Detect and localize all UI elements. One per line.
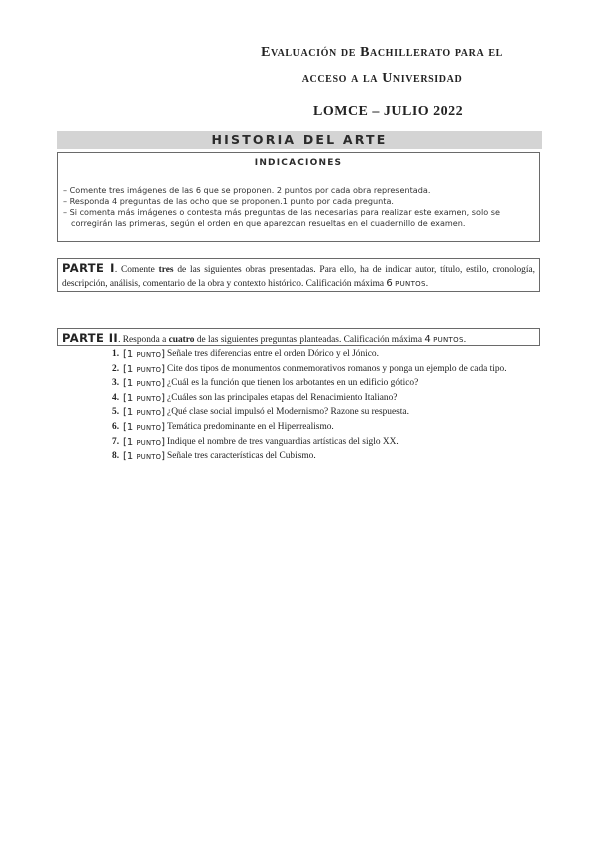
- exam-session-code: LOMCE – JULIO 2022: [313, 104, 464, 119]
- question-score: [1 PUNTO]: [123, 363, 166, 375]
- part-1-end: .: [425, 279, 429, 289]
- question-text: Indique el nombre de tres vanguardias artísticas del siglo XX.: [167, 436, 399, 447]
- part-1-text: de las siguientes obras presentadas. Para ello, ha de indicar autor, título, estilo, cronología, descripción, análisis, comentario de la obra y contexto histórico. Calificación máxima: [62, 265, 535, 289]
- part-1-label: PARTE I: [62, 261, 115, 275]
- part-2-box: [57, 328, 540, 346]
- question-item: [112, 363, 542, 378]
- part-2-score: 4: [424, 334, 431, 345]
- part-1-box: [57, 258, 540, 292]
- question-item: [112, 392, 542, 407]
- part-2-text: . Responda a: [118, 335, 169, 345]
- question-number: 6.: [112, 421, 120, 432]
- part-2-emphasis: cuatro: [168, 335, 195, 345]
- part-2-text: de las siguientes preguntas planteadas. Calificación máxima: [194, 335, 425, 345]
- question-number: 5.: [112, 407, 120, 418]
- instruction-item: – Responda 4 preguntas de las ocho que se proponen.1 punto por cada pregunta.: [63, 196, 395, 206]
- part-2-unit: PUNTOS: [433, 336, 464, 344]
- question-number: 8.: [112, 451, 120, 462]
- question-number: 2.: [112, 363, 120, 374]
- question-text: Cite dos tipos de monumentos conmemorativos romanos y ponga un ejemplo de cada tipo.: [167, 363, 507, 374]
- subject-title-bar: HISTORIA DEL ARTE: [57, 131, 542, 149]
- part-1-text: . Comente: [114, 265, 159, 275]
- question-text: ¿Cuáles son las principales etapas del Renacimiento Italiano?: [167, 392, 398, 403]
- question-item: [112, 421, 542, 436]
- instructions-title: INDICACIONES: [254, 158, 343, 168]
- instructions-box: [57, 152, 540, 242]
- exam-title-line-1: Evaluación de Bachillerato para el: [261, 45, 503, 60]
- question-item: [112, 348, 542, 363]
- question-score: [1 PUNTO]: [123, 421, 166, 433]
- instruction-item: – Si comenta más imágenes o contesta más preguntas de las necesarias para realizar este examen, solo se corregirán las primeras, según el orden en que aparezcan resueltas en el cuadernillo de examen.: [63, 207, 500, 228]
- question-number: 4.: [112, 392, 120, 403]
- question-text: Señale tres diferencias entre el orden Dórico y el Jónico.: [167, 349, 379, 359]
- question-list: [112, 348, 542, 465]
- question-text: Temática predominante en el Hiperrealismo.: [167, 421, 334, 432]
- part-1-emphasis: tres: [158, 265, 174, 275]
- instructions-list: [58, 185, 539, 229]
- instruction-item: – Comente tres imágenes de las 6 que se proponen. 2 puntos por cada obra representada.: [63, 185, 431, 195]
- question-score: [1 PUNTO]: [123, 349, 166, 360]
- question-score: [1 PUNTO]: [123, 392, 166, 404]
- question-text: ¿Cuál es la función que tienen los arbotantes en un edificio gótico?: [167, 378, 419, 389]
- question-text: Señale tres características del Cubismo.: [167, 451, 316, 462]
- question-item: [112, 406, 542, 421]
- question-score: [1 PUNTO]: [123, 436, 166, 448]
- question-number: 7.: [112, 436, 120, 447]
- part-1-unit: PUNTOS: [395, 280, 426, 288]
- question-text: ¿Qué clase social impulsó el Modernismo? Razone su respuesta.: [167, 407, 409, 418]
- exam-title-line-2: acceso a la Universidad: [301, 71, 463, 86]
- question-score: [1 PUNTO]: [123, 451, 166, 463]
- part-1-score: 6: [386, 278, 393, 289]
- exam-header: [222, 40, 542, 92]
- question-number: 3.: [112, 378, 120, 389]
- question-score: [1 PUNTO]: [123, 407, 166, 419]
- question-item: [112, 436, 542, 451]
- question-item: [112, 450, 542, 465]
- part-2-label: PARTE II: [62, 331, 119, 345]
- part-2-end: .: [463, 335, 467, 345]
- question-number: 1.: [112, 349, 120, 359]
- question-score: [1 PUNTO]: [123, 378, 166, 390]
- question-item: [112, 377, 542, 392]
